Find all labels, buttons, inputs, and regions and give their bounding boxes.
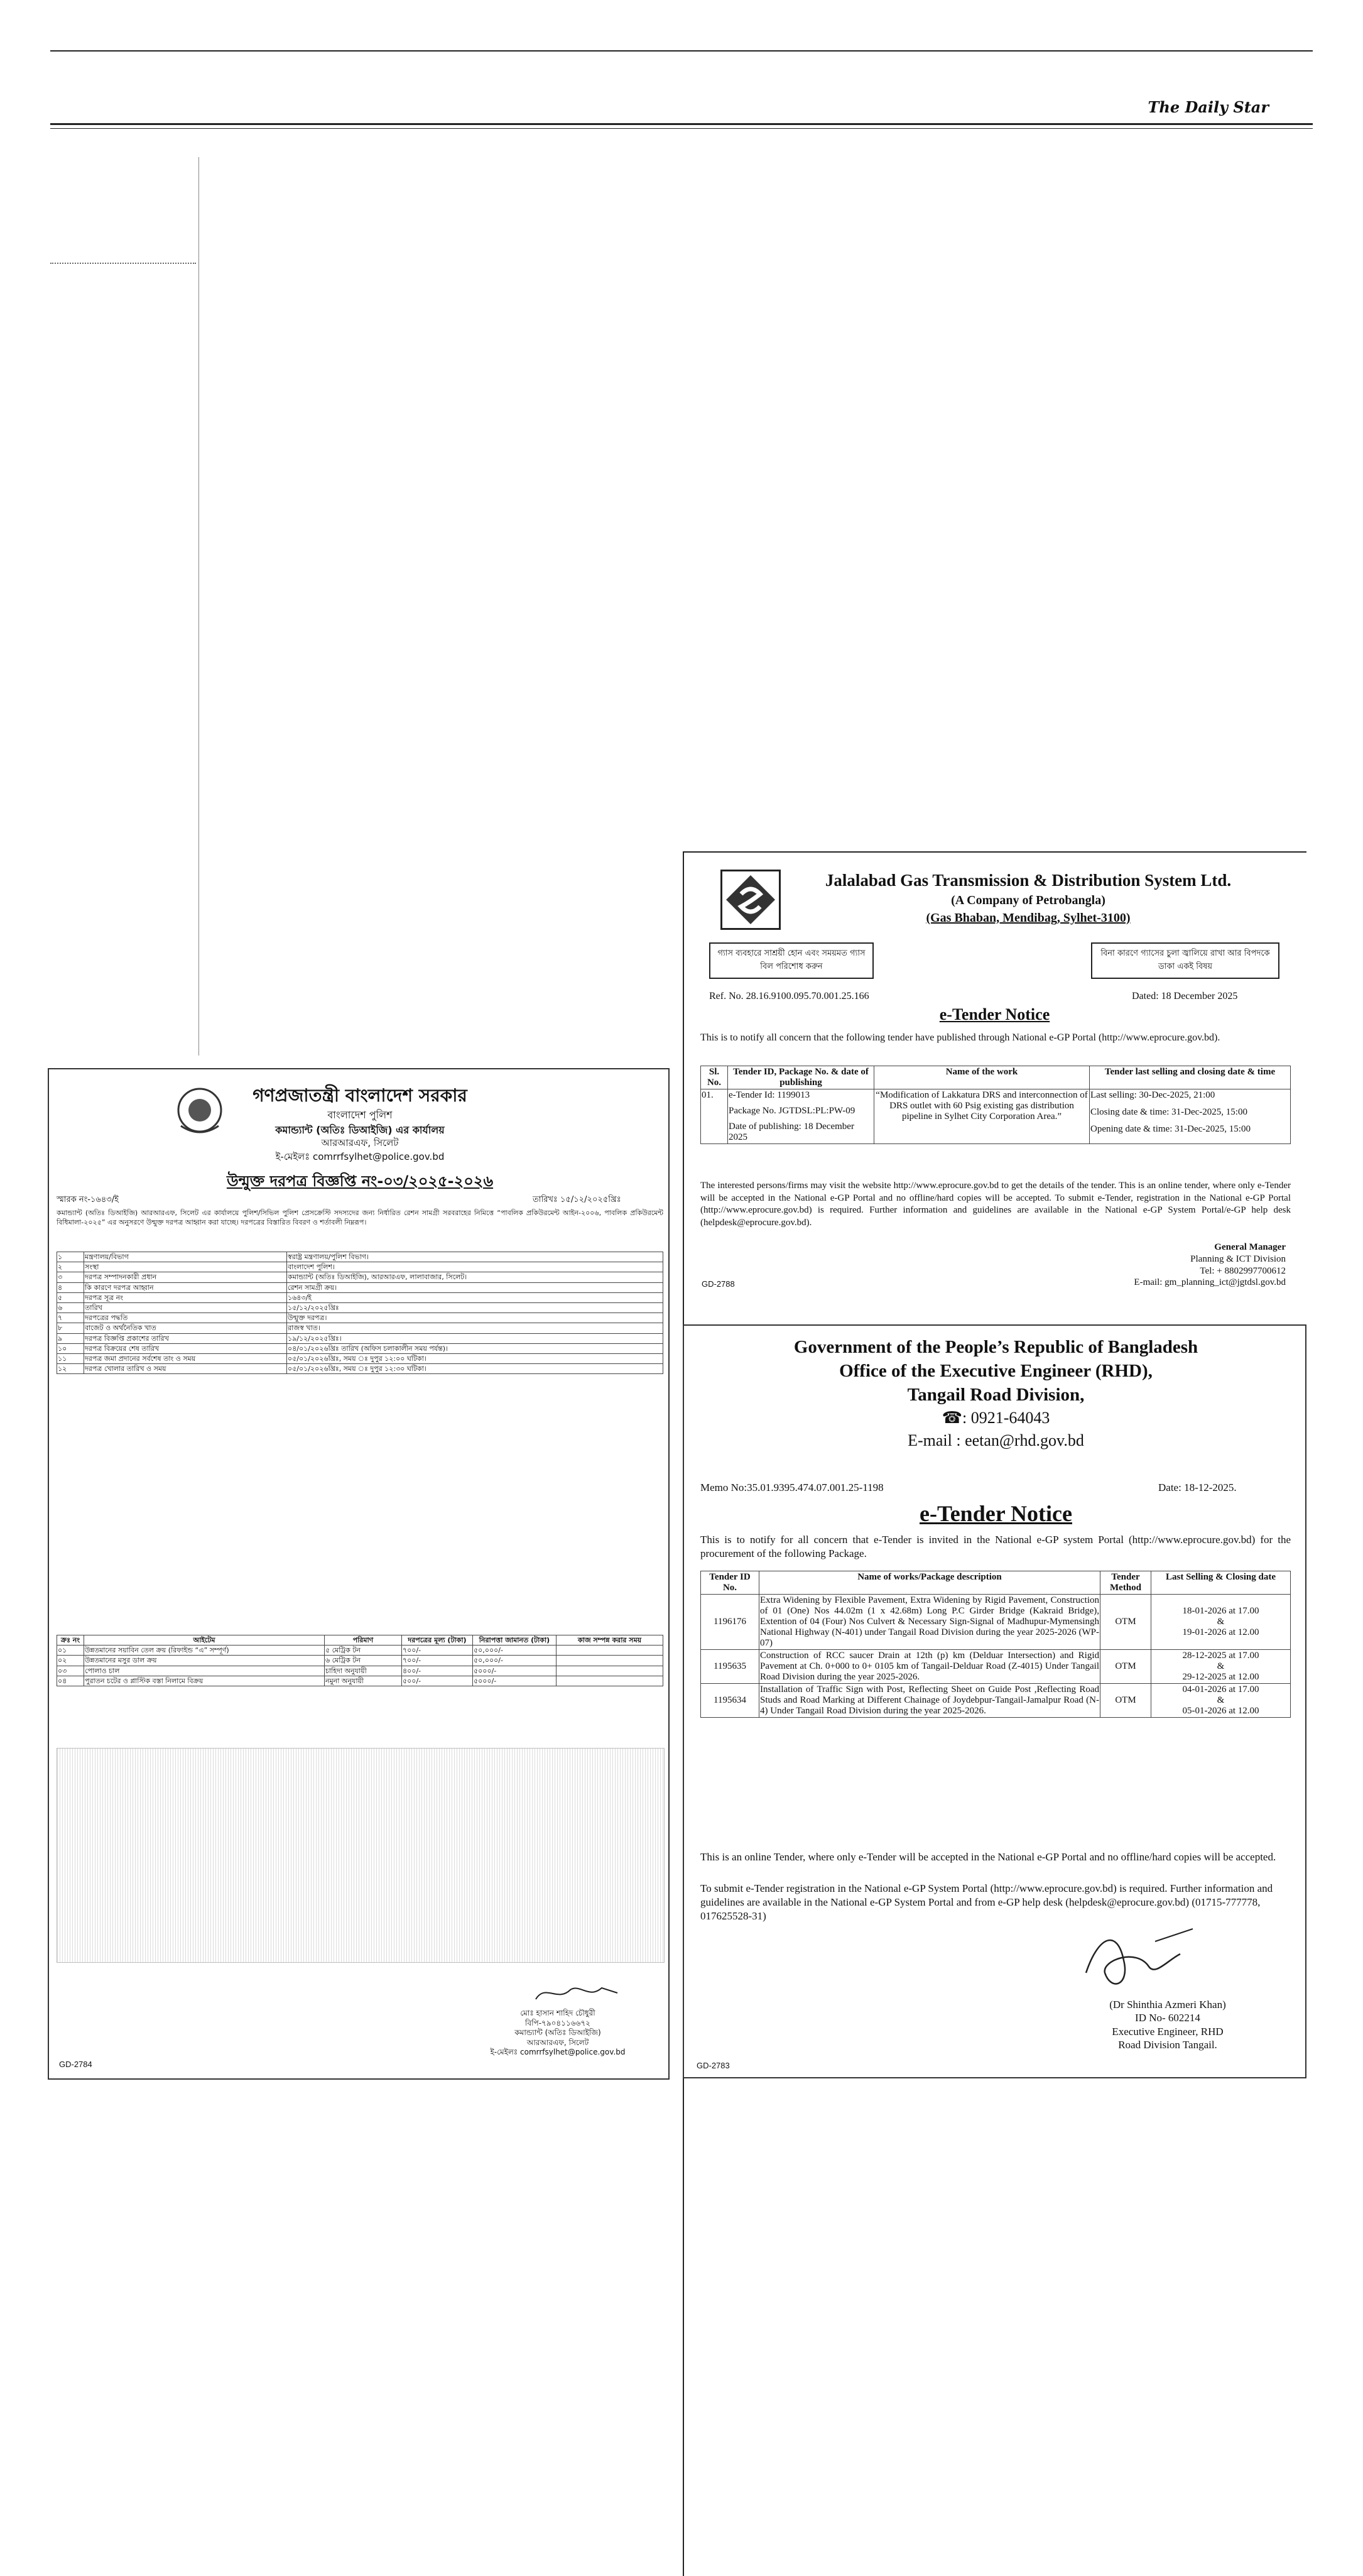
- rhd-notice-title: e-Tender Notice: [920, 1501, 1072, 1526]
- rhd-th-id: Tender ID No.: [701, 1571, 759, 1595]
- table-row: [57, 1676, 663, 1686]
- police-sign-title: কমান্ড্যান্ট (অতিঃ ডিআইজি): [514, 2028, 601, 2038]
- police-gov: গণপ্রজাতন্ত্রী বাংলাদেশ সরকার: [253, 1085, 467, 1106]
- rhd-date: Date: 18-12-2025.: [1158, 1482, 1237, 1493]
- table-row: [701, 1089, 1291, 1144]
- police-item2-no: ০২: [57, 1656, 84, 1666]
- police-memo: স্মারক নং-১৬৪৩/ই: [57, 1195, 119, 1204]
- rhd-th-method: Tender Method: [1100, 1571, 1151, 1595]
- police-r10-label: দরপত্র বিক্রয়ের শেষ তারিখ: [84, 1343, 287, 1353]
- jgtdsl-frame-top: [683, 851, 1306, 853]
- jgtdsl-th-dates: Tender last selling and closing date & time: [1090, 1066, 1291, 1089]
- police-email: ই-মেইলঃ comrrfsylhet@police.gov.bd: [275, 1151, 445, 1162]
- jgtdsl-dates-cell: [1090, 1089, 1291, 1144]
- police-info-table: [57, 1252, 663, 1374]
- rhd-th-dates: Last Selling & Closing date: [1151, 1571, 1291, 1595]
- jgtdsl-work: “Modification of Lakkatura DRS and interconnection of DRS outlet with 60 Psig existing gas distribution pipeline in Sylhet City Corporation Area.”: [874, 1089, 1090, 1144]
- rhd-row2-amp: &: [1217, 1661, 1225, 1671]
- rhd-row3-id: 1195634: [701, 1684, 759, 1718]
- police-r3-label: দরপত্র সম্পাদনকারী প্রধান: [84, 1272, 287, 1282]
- rhd-row3-amp: &: [1217, 1695, 1225, 1705]
- rhd-row2-desc: Construction of RCC saucer Drain at 12th (p) km (Delduar Intersection) and Rigid Pavement at Ch. 0+000 to 0+ 0105 km of Tangail-Delduar Road (Z-4015) Under Tangail Road Division during the year 2025-2026.: [759, 1650, 1100, 1684]
- rhd-row1-d2: 19-01-2026 at 12.00: [1182, 1627, 1259, 1637]
- jgtdsl-tender-id: e-Tender Id: 1199013: [729, 1090, 810, 1100]
- police-item4-qty: নমুনা অনুযায়ী: [325, 1676, 402, 1686]
- police-item2-name: উন্নতমানের মসুর ডাল ক্রয়: [84, 1656, 325, 1666]
- police-r2-value: বাংলাদেশ পুলিশ।: [287, 1262, 663, 1272]
- police-r12-no: ১২: [57, 1364, 84, 1374]
- rhd-gov: Government of the People’s Republic of Bangladesh: [793, 1337, 1198, 1357]
- police-r7-value: উন্মুক্ত দরপত্র।: [287, 1313, 663, 1323]
- column-divider: [198, 157, 199, 1056]
- police-r8-label: বাজেট ও অর্থনৈতিক খাত: [84, 1323, 287, 1333]
- jgtdsl-logo: [720, 870, 781, 930]
- top-rule: [50, 50, 1313, 52]
- table-row: [57, 1313, 663, 1323]
- police-items-th-no: ক্রঃ নং: [57, 1635, 84, 1645]
- jgtdsl-date: Dated: 18 December 2025: [1132, 991, 1238, 1001]
- jgtdsl-footer: The interested persons/firms may visit the website http://www.eprocure.gov.bd to get the details of the tender. This is an online tender, where only e-Tender will be accepted in the National e-GP Portal and no offline/hard copies will be accepted. To submit e-Tender, registration in the National e-GP Portal (http://www.eprocure.gov.bd) is required. Further information and guidelines are available in the National e-GP System Portal/e-GP help desk (helpdesk@eprocure.gov.bd).: [700, 1181, 1291, 1228]
- rhd-signature-block: [1048, 1998, 1287, 2051]
- rhd-table: [700, 1571, 1291, 1718]
- police-r2-label: সংস্থা: [84, 1262, 287, 1272]
- police-item2-time: [557, 1656, 663, 1666]
- table-row: [701, 1595, 1291, 1650]
- police-item1-time: [557, 1645, 663, 1656]
- jgtdsl-opening: Opening date & time: 31-Dec-2025, 15:00: [1090, 1124, 1251, 1134]
- rhd-tender-notice: [683, 1324, 1306, 2078]
- rhd-row3-desc: Installation of Traffic Sign with Post, Reflecting Sheet on Guide Post ,Reflecting Road Studs and Road Marking at Different Chainage of Joydebpur-Tangail-Jamalpur Road (N-4) Under Tangail Road Division during the year 2025-2026.: [759, 1684, 1100, 1718]
- police-items-th-security: নিরাপত্তা জামানত (টাকা): [473, 1635, 557, 1645]
- police-r10-value: ০৪/০১/২০২৬খ্রিঃ তারিখ (অফিস চলাকালীন সময় পর্যন্ত)।: [287, 1343, 663, 1353]
- police-dept: বাংলাদেশ পুলিশ: [327, 1109, 393, 1121]
- rhd-sign-name: (Dr Shinthia Azmeri Khan): [1109, 1999, 1226, 2011]
- police-r9-label: দরপত্র বিজ্ঞপ্তি প্রকাশের তারিখ: [84, 1333, 287, 1343]
- rhd-row1-method: OTM: [1100, 1595, 1151, 1650]
- police-signature-block: [464, 2009, 652, 2058]
- jgtdsl-company: Jalalabad Gas Transmission & Distribution System Ltd.: [825, 871, 1232, 890]
- police-r9-value: ১৯/১২/২০২৫খ্রিঃ।: [287, 1333, 663, 1343]
- police-item3-price: ৪০০/-: [402, 1666, 473, 1676]
- table-row: [701, 1684, 1291, 1718]
- jgtdsl-notice-title: e-Tender Notice: [939, 1005, 1050, 1023]
- rhd-phone: ☎: 0921-64043: [942, 1409, 1050, 1427]
- police-r11-value: ০৫/০১/২০২৬খ্রিঃ, সময় ঃ দুপুর ১২:০০ ঘটিকা।: [287, 1353, 663, 1363]
- jgtdsl-slogan-right: বিনা কারণে গ্যাসের চুলা জ্বালিয়ে রাখা আর বিপদকে ডাকা একই বিষয়: [1091, 942, 1279, 979]
- header-rule-thin: [50, 128, 1313, 129]
- table-row: [57, 1272, 663, 1282]
- police-sign-email: ই-মেইলঃ comrrfsylhet@police.gov.bd: [490, 2048, 626, 2057]
- jgtdsl-sign-email: E-mail: gm_planning_ict@jgtdsl.gov.bd: [1134, 1277, 1286, 1288]
- table-row: [57, 1282, 663, 1292]
- table-row: [57, 1323, 663, 1333]
- police-r4-no: ৪: [57, 1282, 84, 1292]
- jgtdsl-ref: Ref. No. 28.16.9100.095.70.001.25.166: [709, 991, 869, 1001]
- jgtdsl-intro: This is to notify all concern that the following tender have published through National e-GP Portal (http://www.eprocure.gov.bd).: [700, 1032, 1220, 1043]
- police-item3-no: ০৩: [57, 1666, 84, 1676]
- police-date: তারিখঃ ১৫/১২/২০২৫খ্রিঃ: [533, 1195, 621, 1204]
- police-r9-no: ৯: [57, 1333, 84, 1343]
- police-item3-time: [557, 1666, 663, 1676]
- police-item1-security: ৫০,০০০/-: [473, 1645, 557, 1656]
- jgtdsl-slogan-left: গ্যাস ব্যবহারে সাশ্রয়ী হোন এবং সময়মত গ্যাস বিল পরিশোধ করুন: [709, 942, 874, 979]
- rhd-sign-title: Executive Engineer, RHD: [1112, 2025, 1224, 2038]
- police-r11-label: দরপত্র জমা প্রদানের সর্বশেষ তাং ও সময়: [84, 1353, 287, 1363]
- rhd-row1-d1: 18-01-2026 at 17.00: [1182, 1606, 1259, 1616]
- rhd-row2-id: 1195635: [701, 1650, 759, 1684]
- rhd-memo: Memo No:35.01.9395.474.07.001.25-1198: [700, 1482, 884, 1493]
- police-sign-bp: বিপি-৭৯০৪১১৬৬৭২: [525, 2018, 590, 2028]
- table-row: [57, 1292, 663, 1302]
- table-row: [57, 1333, 663, 1343]
- police-r7-no: ৭: [57, 1313, 84, 1323]
- dotted-divider: [50, 263, 196, 264]
- jgtdsl-th-tender: Tender ID, Package No. & date of publishing: [728, 1066, 874, 1089]
- rhd-email: E-mail : eetan@rhd.gov.bd: [908, 1431, 1084, 1449]
- jgtdsl-tender-cell: [728, 1089, 874, 1144]
- rhd-row2-method: OTM: [1100, 1650, 1151, 1684]
- jgtdsl-sign-title: General Manager: [1214, 1242, 1286, 1252]
- rhd-row2-d2: 29-12-2025 at 12.00: [1182, 1672, 1259, 1682]
- police-item4-no: ০৪: [57, 1676, 84, 1686]
- jgtdsl-th-work: Name of the work: [874, 1066, 1090, 1089]
- police-item2-qty: ৬ মেট্রিক টন: [325, 1656, 402, 1666]
- table-row: [57, 1666, 663, 1676]
- rhd-row3-d2: 05-01-2026 at 12.00: [1182, 1706, 1259, 1716]
- jgtdsl-tender-notice: [683, 854, 1306, 1294]
- jgtdsl-closing: Closing date & time: 31-Dec-2025, 15:00: [1090, 1107, 1247, 1117]
- police-item1-name: উন্নতমানের সয়াবিন তেল ক্রয় (রিফাইন্ড “এ” সম্পূর্ণ): [84, 1645, 325, 1656]
- jgtdsl-sl: 01.: [701, 1089, 728, 1144]
- rhd-row3-method: OTM: [1100, 1684, 1151, 1718]
- rhd-gd-code: GD-2783: [697, 2061, 730, 2070]
- police-item4-time: [557, 1676, 663, 1686]
- rhd-row1-amp: &: [1217, 1617, 1225, 1627]
- police-items-th-price: দরপত্রের মূল্য (টাকা): [402, 1635, 473, 1645]
- rhd-row2-d1: 28-12-2025 at 17.00: [1182, 1651, 1259, 1661]
- police-gd-code: GD-2784: [59, 2060, 92, 2069]
- police-r6-label: তারিখ: [84, 1302, 287, 1313]
- police-items-th-time: কাজ সম্পন্ন করার সময়: [557, 1635, 663, 1645]
- police-tender-notice: [48, 1068, 670, 2080]
- table-row: [701, 1650, 1291, 1684]
- police-r3-no: ৩: [57, 1272, 84, 1282]
- police-office: কমান্ড্যান্ট (অতিঃ ডিআইজি) এর কার্যালয়: [275, 1124, 445, 1136]
- jgtdsl-table: [700, 1066, 1291, 1144]
- police-signature-scribble: [533, 1980, 621, 2006]
- police-items-th-qty: পরিমাণ: [325, 1635, 402, 1645]
- header-rule: [50, 123, 1313, 125]
- rhd-row1-id: 1196176: [701, 1595, 759, 1650]
- police-place: আরআরএফ, সিলেট: [321, 1137, 399, 1149]
- police-r6-value: ১৫/১২/২০২৫খ্রিঃ: [287, 1302, 663, 1313]
- police-item2-price: ৭০০/-: [402, 1656, 473, 1666]
- jgtdsl-sign-dept: Planning & ICT Division: [1190, 1253, 1286, 1264]
- police-r1-no: ১: [57, 1252, 84, 1262]
- police-items-table: [57, 1635, 663, 1686]
- police-r10-no: ১০: [57, 1343, 84, 1353]
- police-sign-place: আরআরএফ, সিলেট: [526, 2038, 589, 2047]
- table-row: [57, 1343, 663, 1353]
- police-r5-label: দরপত্র সূত্র নং: [84, 1292, 287, 1302]
- rhd-row2-dates: [1151, 1650, 1291, 1684]
- table-row: [57, 1656, 663, 1666]
- police-r12-label: দরপত্র খোলার তারিখ ও সময়: [84, 1364, 287, 1374]
- rhd-th-desc: Name of works/Package description: [759, 1571, 1100, 1595]
- police-r1-label: মন্ত্রণালয়/বিভাগ: [84, 1252, 287, 1262]
- rhd-row1-desc: Extra Widening by Flexible Pavement, Extra Widening by Rigid Pavement, Construction of 01 (One) Nos 44.02m (1 x 42.68m) Long P.C Girder Bridge (Kakraid Bridge), Extention of 04 (Four) Nos Culvert & Necessary Sign-Signal of Madhupur-Mymensingh National Highway (N-401) under Tangail Road Division during the year 2025-2026 (WP-07): [759, 1595, 1100, 1650]
- rhd-office: Office of the Executive Engineer (RHD),: [839, 1361, 1153, 1381]
- police-item2-security: ৫০,০০০/-: [473, 1656, 557, 1666]
- police-item3-qty: চাহিদা অনুযায়ী: [325, 1666, 402, 1676]
- rhd-row3-dates: [1151, 1684, 1291, 1718]
- rhd-footer2: To submit e-Tender registration in the National e-GP System Portal (http://www.eprocure.gov.bd) is required. Further information and guidelines are available in the National e-GP System Portal and from e-GP help desk (helpdesk@eprocure.gov.bd) (01715-777778, 017625528-31): [700, 1882, 1273, 1923]
- rhd-row1-dates: [1151, 1595, 1291, 1650]
- police-r12-value: ০৫/০১/২০২৬খ্রিঃ, সময় ঃ দুপুর ১২:৩০ ঘটিকা।: [287, 1364, 663, 1374]
- police-r4-label: কি কারণে দরপত্র আহ্বান: [84, 1282, 287, 1292]
- police-item1-qty: ৫ মেট্রিক টন: [325, 1645, 402, 1656]
- police-item3-security: ৫০০০/-: [473, 1666, 557, 1676]
- police-sign-name: মোঃ হাসান শাহিদ চৌধুরী: [520, 2009, 595, 2017]
- jgtdsl-package: Package No. JGTDSL:PL:PW-09: [729, 1106, 855, 1116]
- jgtdsl-address: (Gas Bhaban, Mendibag, Sylhet-3100): [926, 911, 1131, 925]
- rhd-division: Tangail Road Division,: [907, 1385, 1085, 1405]
- police-r6-no: ৬: [57, 1302, 84, 1313]
- table-row: [57, 1645, 663, 1656]
- police-item4-price: ৫০০/-: [402, 1676, 473, 1686]
- jgtdsl-gd-code: GD-2788: [702, 1279, 735, 1289]
- police-item3-name: পোলাও চাল: [84, 1666, 325, 1676]
- table-row: [57, 1302, 663, 1313]
- rhd-footer1: This is an online Tender, where only e-Tender will be accepted in the National e-GP Portal and no offline/hard copies will be accepted.: [700, 1851, 1276, 1863]
- police-r5-no: ৫: [57, 1292, 84, 1302]
- police-r8-no: ৮: [57, 1323, 84, 1333]
- table-row: [57, 1364, 663, 1374]
- jgtdsl-last-selling: Last selling: 30-Dec-2025, 21:00: [1090, 1090, 1215, 1100]
- rhd-sign-div: Road Division Tangail.: [1118, 2038, 1217, 2051]
- table-row: [57, 1252, 663, 1262]
- police-notice-title: উন্মুক্ত দরপত্র বিজ্ঞপ্তি নং-০৩/২০২৫-২০২৬: [226, 1172, 494, 1190]
- rhd-sign-id: ID No- 602214: [1135, 2012, 1200, 2024]
- police-r3-value: কমান্ড্যান্ট (অতিঃ ডিআইজি), আরআরএফ, লালাবাজার, সিলেট।: [287, 1272, 663, 1282]
- police-r5-value: ১৬৪৩/ই: [287, 1292, 663, 1302]
- jgtdsl-sign-tel: Tel: + 8802997700612: [1200, 1265, 1286, 1276]
- police-r7-label: দরপত্রের পদ্ধতি: [84, 1313, 287, 1323]
- police-item1-no: ০১: [57, 1645, 84, 1656]
- police-item1-price: ৭০০/-: [402, 1645, 473, 1656]
- police-r2-no: ২: [57, 1262, 84, 1272]
- police-terms-block: [57, 1748, 665, 1963]
- masthead: The Daily Star: [1148, 98, 1269, 116]
- rhd-signature-scribble: [1073, 1923, 1212, 1998]
- table-row: [57, 1262, 663, 1272]
- rhd-row3-d1: 04-01-2026 at 17.00: [1182, 1684, 1259, 1695]
- jgtdsl-th-sl: Sl. No.: [701, 1066, 728, 1089]
- police-item4-security: ৫০০০/-: [473, 1676, 557, 1686]
- police-r8-value: রাজস্ব খাত।: [287, 1323, 663, 1333]
- jgtdsl-subtitle: (A Company of Petrobangla): [951, 893, 1105, 907]
- police-r4-value: রেশন সামগ্রী ক্রয়।: [287, 1282, 663, 1292]
- jgtdsl-signature-block: [1097, 1242, 1286, 1289]
- police-item4-name: পুরাতন চটের ও প্লাস্টিক বস্তা নিলামে বিক্রয়: [84, 1676, 325, 1686]
- rhd-intro: This is to notify for all concern that e-Tender is invited in the National e-GP system Portal (http://www.eprocure.gov.bd) for the procurement of the following Package.: [700, 1534, 1291, 1560]
- police-r1-value: স্বরাষ্ট্র মন্ত্রণালয়/পুলিশ বিভাগ।: [287, 1252, 663, 1262]
- jgtdsl-pub-date: Date of publishing: 18 December 2025: [729, 1122, 854, 1142]
- police-intro: কমান্ড্যান্ট (অতিঃ ডিআইজি) আরআরএফ, সিলেট এর কার্যালয়ে পুলিশ/সিভিল পুলিশ প্রেসক্রেস্টি সদস্যদের জন্য নির্ধারিত রেশন সামগ্রী সরবরাহের নিমিত্তে “পাবলিক প্রকিউরমেন্ট আইন-২০০৬, পাবলিক প্রকিউরমেন্ট বিধিমালা-২০২৫” এর অনুসরণে উন্মুক্ত দরপত্র আহ্বান করা যাচ্ছে। দরপত্রের বিস্তারিত বিবরণ ও শর্তাবলী নিম্নরূপ।: [57, 1209, 663, 1226]
- police-items-th-item: আইটেম: [84, 1635, 325, 1645]
- table-row: [57, 1353, 663, 1363]
- police-r11-no: ১১: [57, 1353, 84, 1363]
